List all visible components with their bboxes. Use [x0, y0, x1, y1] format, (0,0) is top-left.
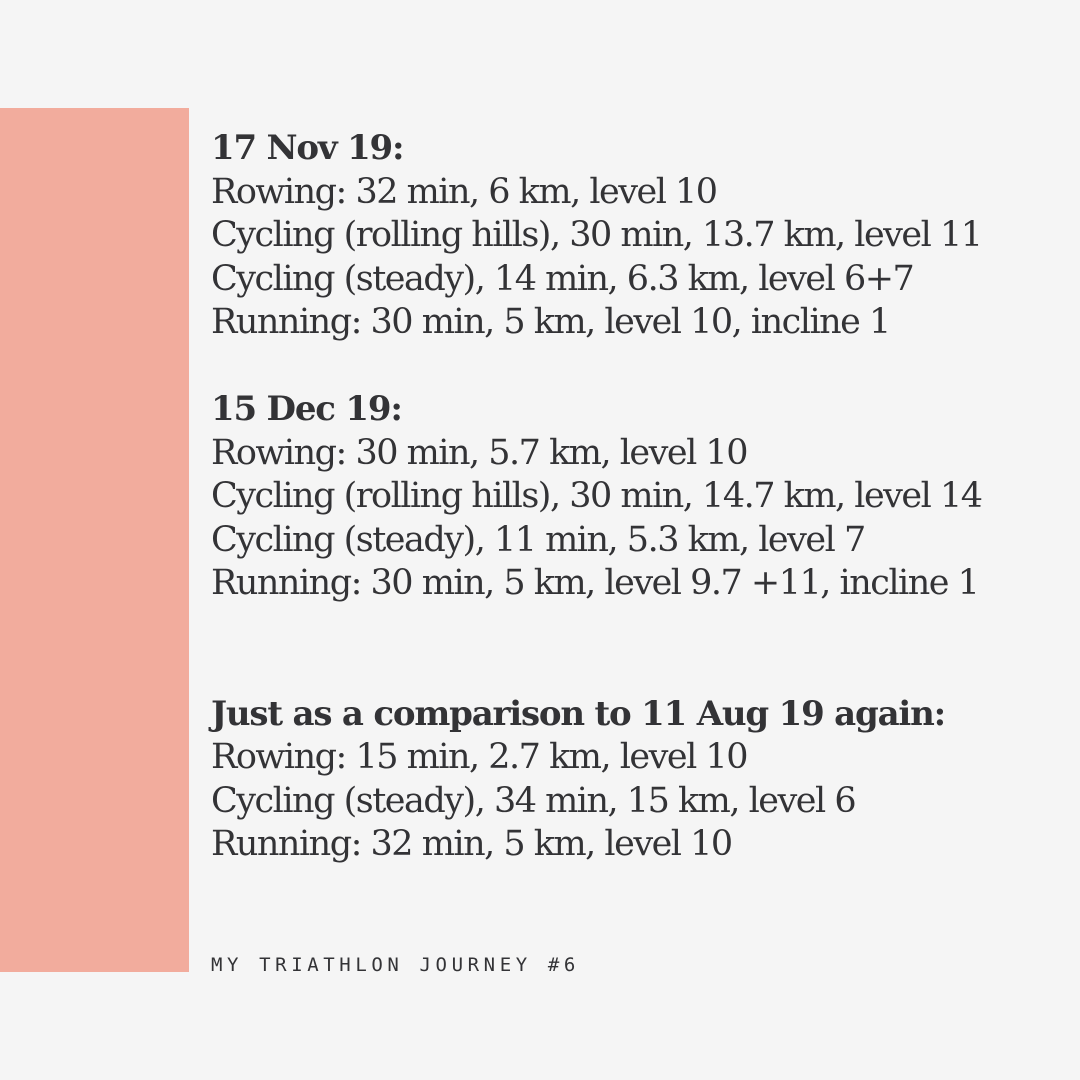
workout-line: Running: 32 min, 5 km, level 10	[211, 824, 732, 864]
section-comparison-11-aug-19	[211, 693, 1071, 867]
workout-line: Rowing: 32 min, 6 km, level 10	[211, 171, 717, 212]
series-footer-label: MY TRIATHLON JOURNEY #6	[211, 954, 580, 976]
workout-line: Cycling (steady), 34 min, 15 km, level 6	[211, 780, 856, 821]
section-17-nov-19	[211, 127, 1071, 345]
workout-line: Running: 30 min, 5 km, level 10, incline 1	[211, 302, 890, 342]
workout-line: Rowing: 30 min, 5.7 km, level 10	[211, 432, 747, 473]
workout-line: Cycling (rolling hills), 30 min, 14.7 km, level 14	[211, 476, 982, 516]
accent-bar	[0, 108, 189, 972]
workout-line: Cycling (steady), 14 min, 6.3 km, level 6+7	[211, 258, 914, 299]
workout-line: Rowing: 15 min, 2.7 km, level 10	[211, 737, 747, 777]
workout-line: Cycling (rolling hills), 30 min, 13.7 km, level 11	[211, 215, 982, 255]
section-15-dec-19	[211, 388, 1071, 606]
section-spacer	[211, 606, 1071, 693]
section-spacer	[211, 345, 1071, 389]
workout-log	[211, 127, 1071, 867]
workout-line: Cycling (steady), 11 min, 5.3 km, level 7	[211, 519, 865, 560]
section-title: 17 Nov 19:	[211, 128, 404, 168]
section-title: 15 Dec 19:	[211, 389, 402, 429]
workout-line: Running: 30 min, 5 km, level 9.7 +11, incline 1	[211, 563, 979, 603]
section-title: Just as a comparison to 11 Aug 19 again:	[211, 693, 945, 734]
